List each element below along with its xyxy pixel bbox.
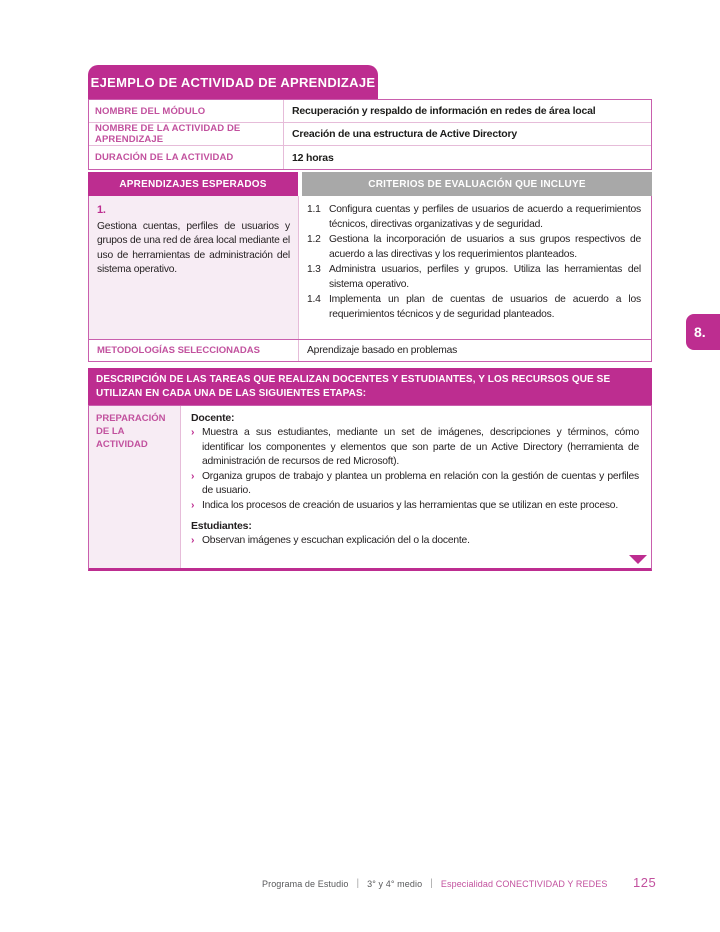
docente-heading: Docente: — [191, 412, 235, 424]
methodology-value: Aprendizaje basado en problemas — [307, 345, 458, 356]
table-row — [89, 100, 651, 123]
list-item — [191, 534, 639, 549]
docente-item-text: Indica los procesos de creación de usuarios y las herramientas que se utilizan en este proceso. — [202, 499, 618, 511]
preparation-block — [88, 405, 652, 571]
footer-program: Programa de Estudio — [262, 878, 349, 889]
list-item — [307, 203, 641, 232]
objective-text: Gestiona cuentas, perfiles de usuarios y grupos de una red de área local mediante el uso de herramientas de administración del sistema operativo. — [97, 220, 290, 275]
list-item — [307, 293, 641, 322]
criterion-number: 1.3 — [307, 264, 321, 275]
list-item — [307, 233, 641, 262]
page-number: 125 — [633, 875, 657, 890]
docente-item-text: Muestra a sus estudiantes, mediante un set de imágenes, descripciones y términos, cómo identificar los componentes y elementos que son parte de un Active Directory (herramienta de administración de recursos de red Microsoft). — [202, 427, 639, 467]
continuation-arrow-icon — [629, 555, 647, 564]
table-row — [89, 146, 651, 169]
learning-table-body — [88, 196, 652, 340]
objective-number: 1. — [97, 204, 106, 216]
evaluation-criteria-header: CRITERIOS DE EVALUACIÓN QUE INCLUYE — [302, 172, 652, 196]
module-name-label: NOMBRE DEL MÓDULO — [89, 100, 284, 122]
estudiantes-item-text: Observan imágenes y escuchan explicación del o la docente. — [202, 535, 470, 546]
criterion-number: 1.2 — [307, 234, 321, 245]
chapter-tab: 8. — [686, 314, 720, 350]
activity-name-label: NOMBRE DE LA ACTIVIDAD DE APRENDIZAJE — [89, 123, 284, 145]
module-name-value: Recuperación y respaldo de información en redes de área local — [292, 105, 596, 117]
list-item — [191, 499, 639, 514]
criterion-text: Gestiona la incorporación de usuarios a sus grupos respectivos de acuerdo a las directivas y los requerimientos planteados. — [329, 234, 641, 260]
footer-separator: | — [430, 878, 433, 889]
bullet-icon: › — [191, 470, 195, 482]
bullet-icon: › — [191, 427, 195, 438]
info-table — [88, 99, 652, 170]
criterion-number: 1.1 — [307, 204, 321, 215]
duration-label: DURACIÓN DE LA ACTIVIDAD — [89, 146, 284, 169]
criterion-text: Configura cuentas y perfiles de usuarios de acuerdo a requerimientos técnicos, directivas organizativas y de seguridad. — [329, 204, 641, 230]
footer-grade: 3° y 4° medio — [367, 878, 423, 889]
objective-cell — [89, 196, 299, 339]
activity-name-value: Creación de una estructura de Active Directory — [292, 128, 517, 140]
bullet-icon: › — [191, 499, 195, 511]
estudiantes-heading: Estudiantes: — [191, 520, 252, 532]
expected-learnings-header: APRENDIZAJES ESPERADOS — [88, 172, 298, 196]
criteria-cell — [299, 196, 651, 339]
learning-table — [88, 172, 652, 362]
list-item — [307, 263, 641, 292]
preparation-content — [181, 406, 651, 568]
list-item — [191, 426, 639, 470]
preparation-label: PREPARACIÓN DE LA ACTIVIDAD — [89, 406, 181, 568]
learning-table-headers — [88, 172, 652, 196]
bullet-icon: › — [191, 535, 195, 546]
tasks-description-banner: DESCRIPCIÓN DE LAS TAREAS QUE REALIZAN DOCENTES Y ESTUDIANTES, Y LOS RECURSOS QUE SE UTILIZAN EN CADA UNA DE LAS SIGUIENTES ETAPAS: — [88, 368, 652, 405]
criterion-number: 1.4 — [307, 294, 321, 305]
page-title: EJEMPLO DE ACTIVIDAD DE APRENDIZAJE — [88, 65, 378, 99]
duration-value: 12 horas — [292, 151, 334, 164]
list-item — [191, 470, 639, 499]
footer-breadcrumb — [262, 878, 607, 889]
methodology-label: METODOLOGÍAS SELECCIONADAS — [89, 340, 299, 361]
table-row — [89, 123, 651, 146]
methodology-row — [88, 340, 652, 362]
footer-specialty: Especialidad CONECTIVIDAD Y REDES — [440, 878, 608, 889]
criterion-text: Implementa un plan de cuentas de usuarios de acuerdo a los requerimientos técnicos y de seguridad planteados. — [329, 294, 641, 320]
criterion-text: Administra usuarios, perfiles y grupos. Utiliza las herramientas del sistema operativo. — [329, 264, 641, 290]
docente-item-text: Organiza grupos de trabajo y plantea un problema en relación con la gestión de cuentas y perfiles de usuario. — [202, 470, 639, 496]
footer-separator: | — [356, 878, 360, 889]
